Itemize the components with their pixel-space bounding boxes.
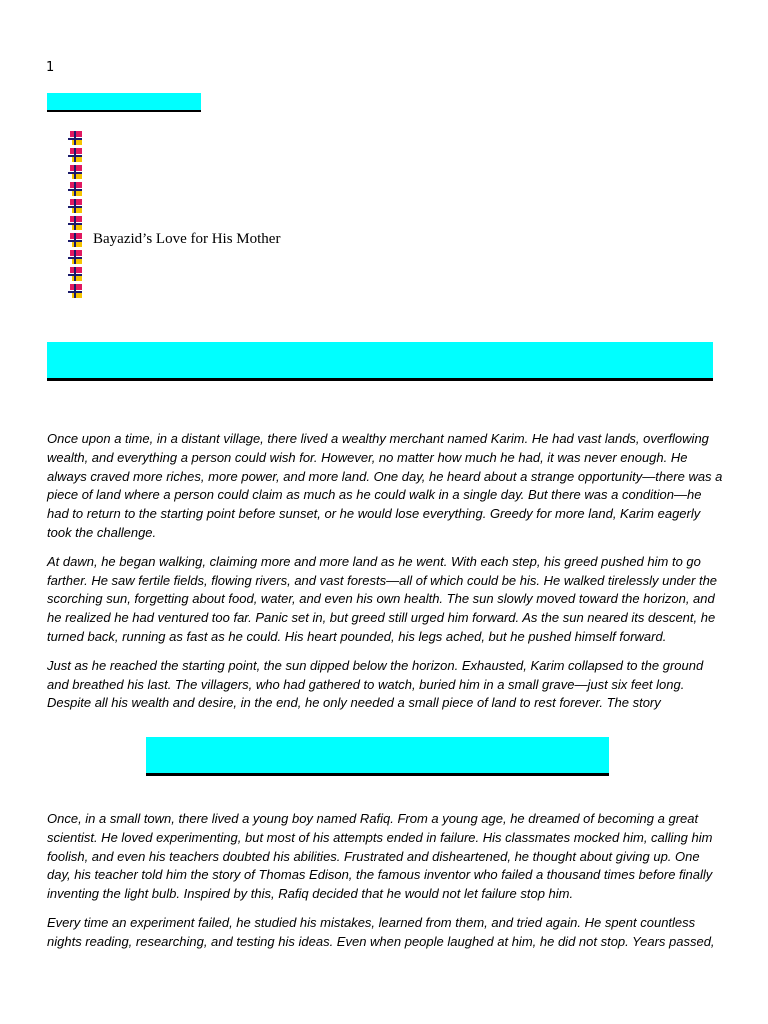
toc-item-bayazid[interactable] <box>68 231 280 248</box>
toc-item-label: Bayazid’s Love for His Mother <box>93 231 281 247</box>
cross-bullet-icon <box>68 199 82 213</box>
toc-item[interactable] <box>68 214 280 231</box>
heading-bar-middle <box>146 737 609 776</box>
story-paragraph: Once upon a time, in a distant village, there lived a wealthy merchant named Karim. He had vast lands, overflowing wealth, and everything a person could wish for. However, no matter how much he had, it was never enough. He always craved more riches, more power, and more land. One day, he heard about a strange opportunity—there was a piece of land where a person could claim as much as he could walk in a single day. But there was a condition—he had to return to the starting point before sunset, or he would lose everything. Greedy for more land, Karim eagerly took the challenge. <box>47 431 723 540</box>
toc-item[interactable] <box>68 163 280 180</box>
toc-item[interactable] <box>68 197 280 214</box>
cross-bullet-icon <box>68 165 82 179</box>
table-of-contents <box>68 129 280 299</box>
story-paragraph: Just as he reached the starting point, the sun dipped below the horizon. Exhausted, Karim collapsed to the ground and breathed his last. The villagers, who had gathered to watch, buried him in a small grave—just six feet long. Despite all his wealth and desire, in the end, he only needed a small piece of land to rest forever. The story <box>47 657 704 711</box>
cross-bullet-icon <box>68 267 82 281</box>
cross-bullet-icon <box>68 216 82 230</box>
cross-bullet-icon <box>68 148 82 162</box>
cross-bullet-icon <box>68 284 82 298</box>
toc-item[interactable] <box>68 180 280 197</box>
story-paragraph: Every time an experiment failed, he studied his mistakes, learned from them, and tried again. He spent countless nights reading, researching, and testing his ideas. Even when people laughed at him, he did not stop. Years passed, <box>47 914 715 949</box>
story-karim <box>47 430 723 723</box>
heading-bar-top <box>47 93 201 112</box>
page-number: 1 <box>46 60 55 75</box>
toc-item[interactable] <box>68 248 280 265</box>
toc-item[interactable] <box>68 265 280 282</box>
toc-item[interactable] <box>68 146 280 163</box>
heading-bar-wide <box>47 342 713 381</box>
story-paragraph: At dawn, he began walking, claiming more and more land as he went. With each step, his greed pushed him to go farther. He saw fertile fields, flowing rivers, and vast forests—all of which could be his. He walked tirelessly under the scorching sun, forgetting about food, water, and even his own health. The sun slowly moved toward the horizon, and he realized he had ventured too far. Panic set in, but greed still urged him forward. As the sun neared its descent, he turned back, running as fast as he could. His heart pounded, his legs ached, but he pushed himself forward. <box>47 553 718 644</box>
cross-bullet-icon <box>68 131 82 145</box>
toc-item[interactable] <box>68 282 280 299</box>
cross-bullet-icon <box>68 250 82 264</box>
cross-bullet-icon <box>68 233 82 247</box>
story-paragraph: Once, in a small town, there lived a young boy named Rafiq. From a young age, he dreamed of becoming a great scientist. He loved experimenting, but most of his attempts ended in failure. His classmates mocked him, calling him foolish, and even his teachers doubted his abilities. Frustrated and disheartened, he thought about giving up. One day, his teacher told him the story of Thomas Edison, the famous inventor who failed a thousand times before finally inventing the light bulb. Inspired by this, Rafiq decided that he would not let failure stop him. <box>47 811 713 902</box>
toc-item[interactable] <box>68 129 280 146</box>
cross-bullet-icon <box>68 182 82 196</box>
story-rafiq <box>47 810 723 962</box>
